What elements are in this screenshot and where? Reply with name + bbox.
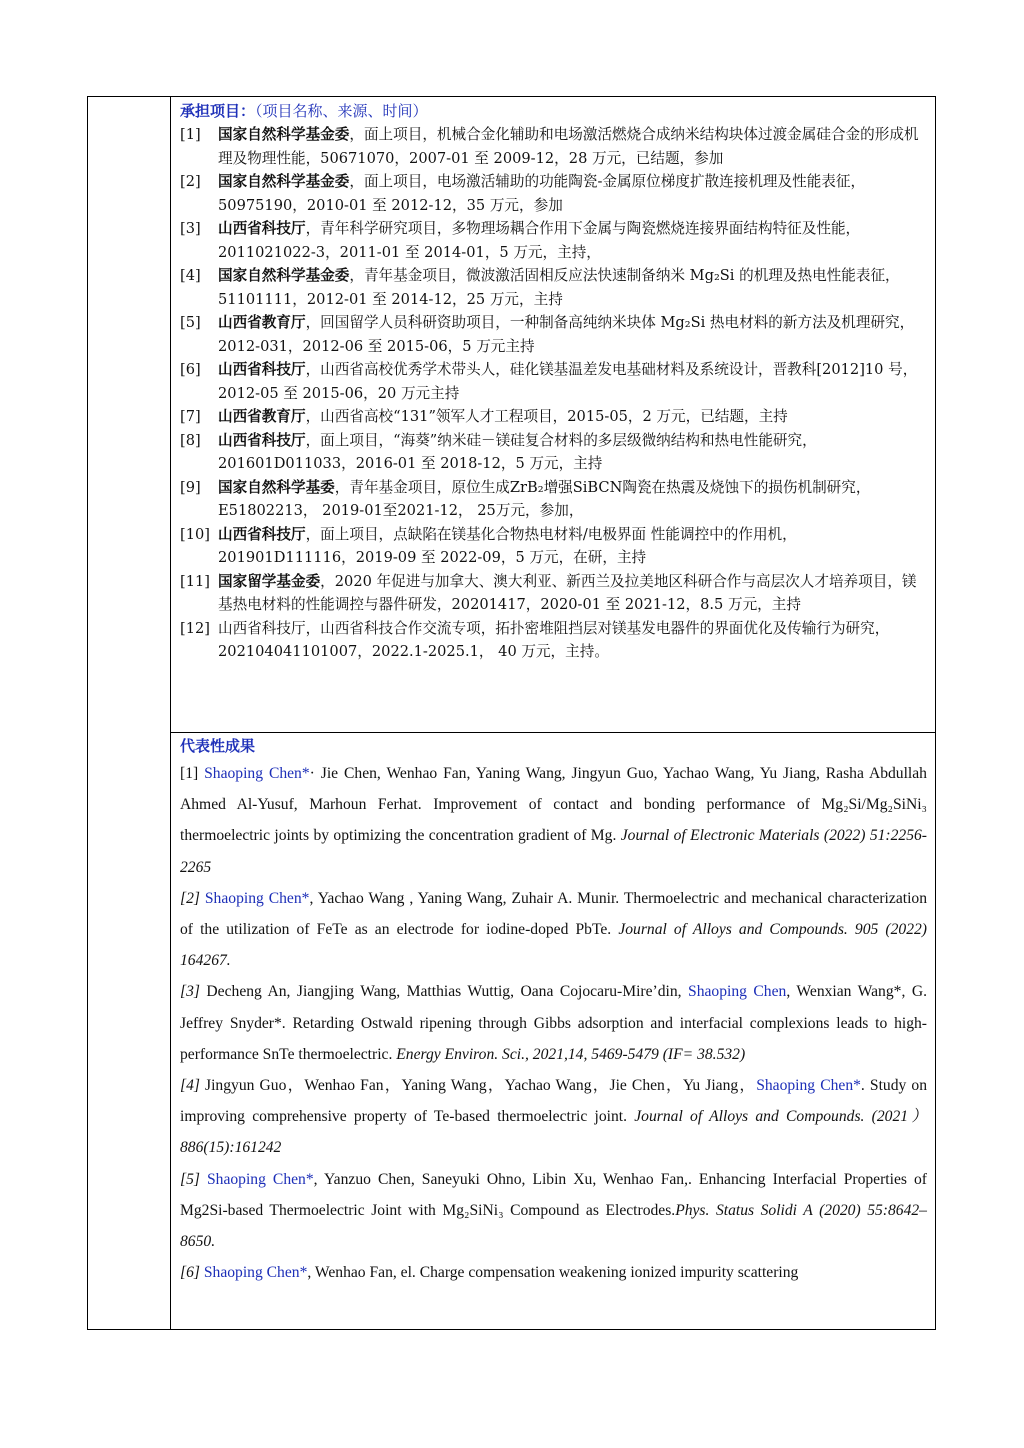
project-number: [2] — [180, 173, 201, 190]
publication-highlight-author: Shaoping Chen — [688, 983, 787, 1001]
publication-item — [180, 976, 927, 1070]
project-number: [12] — [180, 619, 210, 637]
publication-item — [180, 1070, 927, 1164]
project-item — [180, 405, 927, 429]
project-details: ，面上项目，电场激活辅助的功能陶瓷-金属原位梯度扩散连接机理及性能表征，50975190，2010-01 至 2012-12，35 万元，参加 — [218, 173, 866, 214]
project-number: [10] — [180, 525, 210, 543]
projects-heading-note: （项目名称、来源、时间） — [255, 102, 428, 120]
project-item — [180, 123, 927, 170]
project-item — [180, 617, 927, 664]
publication-coauthors-before: Jingyun Guo，Wenhao Fan，Yaning Wang，Yachao Wang，Jie Chen，Yu Jiang， — [205, 1077, 757, 1095]
projects-heading-label: 承担项目： — [180, 102, 256, 120]
project-item — [180, 217, 927, 264]
project-item — [180, 429, 927, 476]
project-number: [7] — [180, 408, 201, 425]
project-text — [218, 123, 927, 170]
publication-text: , Wenxian Wang*, G. Jeffrey Snyder*. Retarding Ostwald ripening through Gibbs adsorption and interfacial complexions leads to high-performance SnTe thermoelectric. — [180, 983, 927, 1063]
project-funder: 国家留学基金委 — [218, 572, 321, 590]
projects-section — [171, 97, 935, 733]
publication-item — [180, 758, 927, 883]
publication-text: , Wenhao Fan, el. Charge compensation weakening ionized impurity scattering — [307, 1264, 799, 1282]
projects-list — [180, 123, 927, 664]
publication-number: [6] — [180, 1264, 204, 1282]
project-text — [218, 570, 927, 617]
project-details: ，青年基金项目，微波激活固相反应法快速制备纳米 Mg₂Si 的机理及热电性能表征，51101111，2012-01 至 2014-12，25 万元，主持 — [218, 267, 900, 308]
project-number: [8] — [180, 431, 201, 449]
publication-text: , Yachao Wang , Yaning Wang, Zuhair A. Munir. Thermoelectric and mechanical characterization of the utilization of FeTe as an electrode for iodine-doped PbTe. — [180, 889, 927, 939]
project-details: ，青年基金项目，原位生成ZrB₂增强SiBCN陶瓷在热震及烧蚀下的损伤机制研究，E51802213， 2019-01至2021-12， 25万元，参加， — [218, 478, 871, 519]
publication-number: [5] — [180, 1170, 207, 1188]
project-number: [9] — [180, 478, 201, 496]
project-text — [218, 523, 927, 570]
project-details: 山西省科技厅，山西省科技合作交流专项，拓扑密堆阻挡层对镁基发电器件的界面优化及传输行为研究，202104041101007，2022.1-2025.1， 40 万元，主持。 — [218, 619, 890, 660]
project-item — [180, 523, 927, 570]
publication-journal: Energy Environ. Sci., 2021,14, 5469-5479 (IF= 38.532) — [396, 1045, 746, 1063]
project-text — [218, 405, 927, 429]
project-funder: 国家自然科学基金委 — [218, 173, 350, 190]
project-text — [218, 311, 927, 358]
publication-number: [1] — [180, 765, 205, 782]
publication-coauthors-before: Decheng An, Jiangjing Wang, Matthias Wuttig, Oana Cojocaru-Mire’din, — [206, 983, 689, 1001]
project-funder: 山西省科技厅 — [218, 525, 306, 543]
label-column — [88, 97, 171, 1329]
publication-text: , Yanzuo Chen, Saneyuki Ohno, Libin Xu, Wenhao Fan,. Enhancing Interfacial Properties of Mg2Si-based Thermoelectric Joint with Mg₂SiNi₃ Compound as Electrodes. — [180, 1170, 927, 1219]
achievements-heading: 代表性成果 — [180, 737, 256, 755]
project-item — [180, 170, 927, 217]
publication-journal: Journal of Alloys and Compounds. (2021）886(15):161242 — [180, 1108, 927, 1157]
project-funder: 国家自然科学基金委 — [218, 126, 350, 143]
project-funder: 山西省教育厅 — [218, 408, 306, 425]
publication-highlight-author: Shaoping Chen* — [206, 1170, 314, 1188]
publication-highlight-author: Shaoping Chen* — [204, 889, 310, 907]
project-number: [5] — [180, 314, 201, 331]
project-details: ，回国留学人员科研资助项目，一种制备高纯纳米块体 Mg₂Si 热电材料的新方法及机理研究，2012-031，2012-06 至 2015-06，5 万元主持 — [218, 314, 915, 355]
project-text — [218, 617, 927, 664]
content-column — [171, 97, 935, 1329]
project-item — [180, 358, 927, 405]
document-table — [87, 96, 936, 1330]
publication-item — [180, 1164, 927, 1258]
project-number: [3] — [180, 220, 201, 237]
publication-item — [180, 883, 927, 977]
achievements-list — [180, 758, 927, 1288]
project-text — [218, 358, 927, 405]
publication-number: [2] — [180, 889, 205, 907]
project-details: ，面上项目，“海葵”纳米硅－镁硅复合材料的多层级微纳结构和热电性能研究，201601D011033，2016-01 至 2018-12，5 万元，主持 — [218, 431, 817, 472]
project-funder: 山西省教育厅 — [218, 314, 306, 331]
publication-highlight-author: Shaoping Chen* — [756, 1077, 861, 1095]
project-number: [4] — [180, 267, 201, 284]
project-text — [218, 429, 927, 476]
project-funder: 国家自然科学基委 — [218, 478, 335, 496]
project-funder: 山西省科技厅 — [218, 361, 306, 378]
project-text — [218, 170, 927, 217]
project-details: ，青年科学研究项目，多物理场耦合作用下金属与陶瓷燃烧连接界面结构特征及性能，2011021022-3，2011-01 至 2014-01，5 万元，主持， — [218, 220, 861, 261]
projects-heading — [180, 100, 927, 123]
project-funder: 山西省科技厅 — [218, 220, 306, 237]
publication-journal: Phys. Status Solidi A (2020) 55:8642–8650. — [180, 1201, 927, 1251]
project-details: ，2020 年促进与加拿大、澳大利亚、新西兰及拉美地区科研合作与高层次人才培养项目，镁基热电材料的性能调控与器件研发，20201417，2020-01 至 2021-12，8.5 万元，主持 — [218, 572, 917, 613]
project-item — [180, 311, 927, 358]
project-funder: 山西省科技厅 — [218, 431, 306, 449]
publication-highlight-author: Shaoping Chen* — [203, 1264, 308, 1282]
project-details: ，面上项目，点缺陷在镁基化合物热电材料/电极界面 性能调控中的作用机，201901D111116，2019-09 至 2022-09，5 万元，在研，主持 — [218, 525, 797, 566]
project-details: ，山西省高校“131”领军人才工程项目，2015-05，2 万元，已结题，主持 — [305, 408, 788, 425]
project-text — [218, 217, 927, 264]
publication-number: [3] — [180, 983, 207, 1001]
project-funder: 国家自然科学基金委 — [218, 267, 350, 284]
achievements-section — [171, 733, 935, 1329]
publication-text: . Study on improving comprehensive property of Te-based thermoelectric joint. — [180, 1077, 928, 1126]
project-item — [180, 570, 927, 617]
publication-number: [4] — [180, 1077, 206, 1095]
project-details: ，面上项目，机械合金化辅助和电场激活燃烧合成纳米结构块体过渡金属硅合金的形成机理及物理性能，50671070，2007-01 至 2009-12，28 万元，已结题，参加 — [218, 126, 919, 167]
project-text — [218, 264, 927, 311]
publication-journal: Journal of Alloys and Compounds. 905 (2022) 164267. — [180, 921, 927, 970]
publication-text: · Jie Chen, Wenhao Fan, Yaning Wang, Jingyun Guo, Yachao Wang, Yu Jiang, Rasha Abdullah Ahmed Al-Yusuf, Marhoun Ferhat. Improvement of contact and bonding performance of Mg₂Si/Mg₂SiNi₃ thermoelectric joints by optimizing the concentration gradient of Mg. — [180, 765, 927, 845]
publication-highlight-author: Shaoping Chen* — [204, 765, 310, 782]
publication-item — [180, 1257, 927, 1288]
project-item — [180, 264, 927, 311]
project-number: [1] — [180, 126, 201, 143]
publication-journal: Journal of Electronic Materials (2022) 51:2256-2265 — [180, 827, 927, 876]
project-text — [218, 476, 927, 523]
project-number: [11] — [180, 572, 210, 590]
project-details: ，山西省高校优秀学术带头人，硅化镁基温差发电基础材料及系统设计，晋教科[2012]10 号，2012-05 至 2015-06，20 万元主持 — [218, 361, 918, 402]
project-number: [6] — [180, 361, 201, 378]
project-item — [180, 476, 927, 523]
